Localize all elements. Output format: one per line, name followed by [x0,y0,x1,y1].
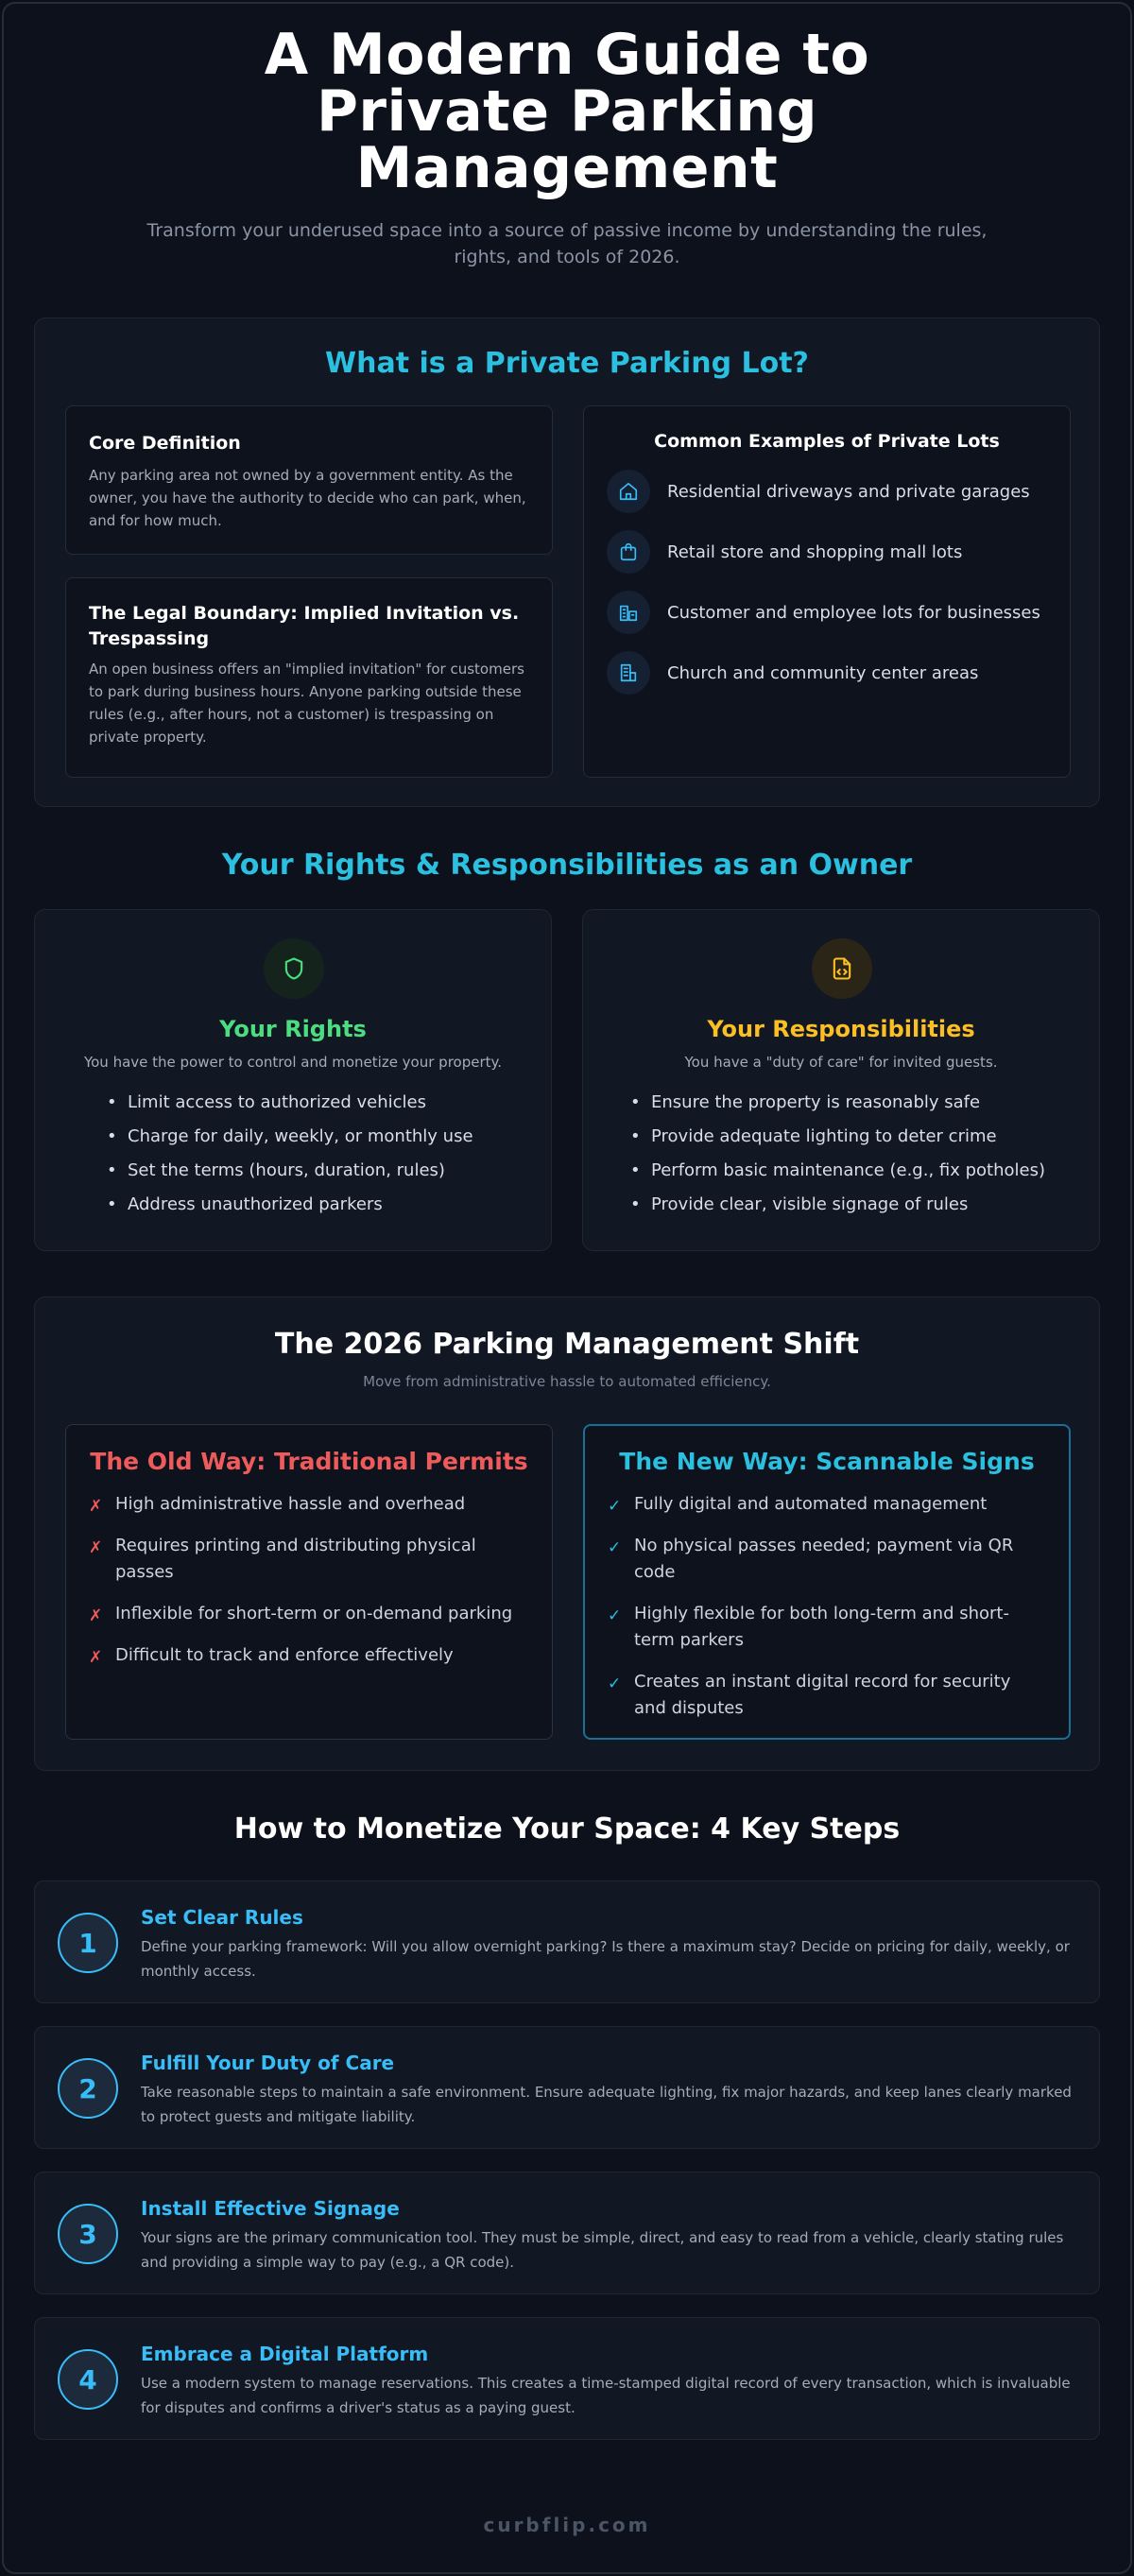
shift-panel [34,1297,1100,1771]
cross-icon: ✗ [89,1606,103,1625]
check-icon: ✓ [608,1538,622,1557]
list-item: ✗ Difficult to track and enforce effectively [89,1642,529,1669]
rights-title: Your Rights [219,1016,367,1042]
step-desc: Your signs are the primary communication tool. They must be simple, direct, and easy to read from a vehicle, clearly stating rules and providing a simple way to pay (e.g., a QR code). [141,2229,1064,2271]
shift-title: The 2026 Parking Management Shift [274,1328,860,1361]
old-way-card [65,1424,553,1740]
step-desc: Take reasonable steps to maintain a safe environment. Ensure adequate lighting, fix major hazards, and keep lanes clearly marked to protect guests and mitigate liability. [141,2084,1072,2125]
new-way-list [608,1491,1046,1722]
list-item: • Address unauthorized parkers [103,1188,473,1222]
step-number: 1 [58,1913,118,1973]
example-label: Customer and employee lots for businesses [667,602,1040,623]
home-icon [607,470,650,513]
list-item: ✓ Highly flexible for both long-term and short-term parkers [608,1604,1009,1650]
list-item: ✗ High administrative hassle and overhead [89,1491,529,1518]
shopping-bag-icon [607,530,650,574]
responsibilities-title: Your Responsibilities [707,1016,975,1042]
what-is-title: What is a Private Parking Lot? [325,347,809,380]
new-way-title: The New Way: Scannable Signs [619,1448,1035,1475]
buildings-icon [607,591,650,634]
step-title: Fulfill Your Duty of Care [141,2052,395,2074]
step-title: Install Effective Signage [141,2197,400,2220]
list-item [607,650,978,696]
shield-icon [264,938,324,999]
check-icon: ✓ [608,1497,622,1516]
what-is-panel [34,318,1100,807]
old-way-list [89,1491,529,1669]
cross-icon: ✗ [89,1538,103,1557]
list-item: • Perform basic maintenance (e.g., fix potholes) [627,1154,1045,1188]
check-icon: ✓ [608,1606,622,1625]
core-definition-text: Any parking area not owned by a government entity. As the owner, you have the authority to decide who can park, when, and for how much. [89,467,526,529]
new-way-card [583,1424,1071,1740]
step-card [34,2317,1100,2440]
responsibilities-desc: You have a "duty of care" for invited guests. [684,1054,998,1071]
step-title: Set Clear Rules [141,1906,303,1929]
legal-boundary-title: The Legal Boundary: Implied Invitation vs. Trespassing [89,603,520,649]
cross-icon: ✗ [89,1497,103,1516]
footer-brand: curbflip.com [483,2514,651,2536]
example-label: Residential driveways and private garages [667,481,1030,502]
legal-boundary-card [65,577,553,778]
example-label: Church and community center areas [667,662,979,683]
legal-boundary-text: An open business offers an "implied invitation" for customers to park during business hours. Anyone parking outside these rules (e.g., after hours, not a customer) is trespassing on private property. [89,661,524,746]
rights-card [34,909,552,1251]
cross-icon: ✗ [89,1648,103,1667]
example-label: Retail store and shopping mall lots [667,541,963,562]
list-item: ✓ No physical passes needed; payment via QR code [608,1536,1014,1582]
step-desc: Define your parking framework: Will you allow overnight parking? Is there a maximum stay? Decide on pricing for daily, weekly, or monthly access. [141,1938,1070,1980]
list-item: ✓ Creates an instant digital record for security and disputes [608,1672,1011,1718]
list-item: • Ensure the property is reasonably safe [627,1086,1045,1120]
step-card [34,2026,1100,2149]
step-number: 2 [58,2058,118,2119]
list-item: • Set the terms (hours, duration, rules) [103,1154,473,1188]
shift-subtitle: Move from administrative hassle to automated efficiency. [363,1373,771,1390]
list-item [607,529,962,575]
page-title: A Modern Guide to Private Parking Management [264,22,870,201]
examples-card [583,405,1071,778]
rights-list [103,1086,473,1222]
list-item: • Charge for daily, weekly, or monthly use [103,1120,473,1154]
list-item: ✗ Inflexible for short-term or on-demand parking [89,1601,529,1627]
check-icon: ✓ [608,1674,622,1693]
examples-title: Common Examples of Private Lots [654,431,1000,452]
list-item: • Provide clear, visible signage of rules [627,1188,1045,1222]
steps-title: How to Monetize Your Space: 4 Key Steps [233,1812,901,1846]
list-item: • Provide adequate lighting to deter crime [627,1120,1045,1154]
core-definition-title: Core Definition [89,433,241,454]
old-way-title: The Old Way: Traditional Permits [90,1448,528,1475]
page-subtitle: Transform your underused space into a source of passive income by understanding the rules, rights, and tools of 2026. [146,220,988,267]
list-item: ✗ Requires printing and distributing physical passes [89,1536,476,1582]
list-item [607,590,1040,635]
rights-section-title: Your Rights & Responsibilities as an Owner [221,849,913,882]
step-number: 4 [58,2349,118,2410]
step-number: 3 [58,2204,118,2264]
step-title: Embrace a Digital Platform [141,2343,429,2365]
list-item [607,469,1030,514]
church-building-icon [607,651,650,695]
rights-desc: You have the power to control and monetize your property. [83,1054,503,1071]
list-item: • Limit access to authorized vehicles [103,1086,473,1120]
responsibilities-list [627,1086,1045,1222]
step-desc: Use a modern system to manage reservations. This creates a time-stamped digital record of every transaction, which is invaluable for disputes and confirms a driver's status as a paying guest. [141,2375,1071,2416]
core-definition-card [65,405,553,555]
step-card [34,1880,1100,2003]
file-code-icon [812,938,872,999]
list-item: ✓ Fully digital and automated management [608,1491,1046,1518]
step-card [34,2172,1100,2294]
responsibilities-card [582,909,1100,1251]
